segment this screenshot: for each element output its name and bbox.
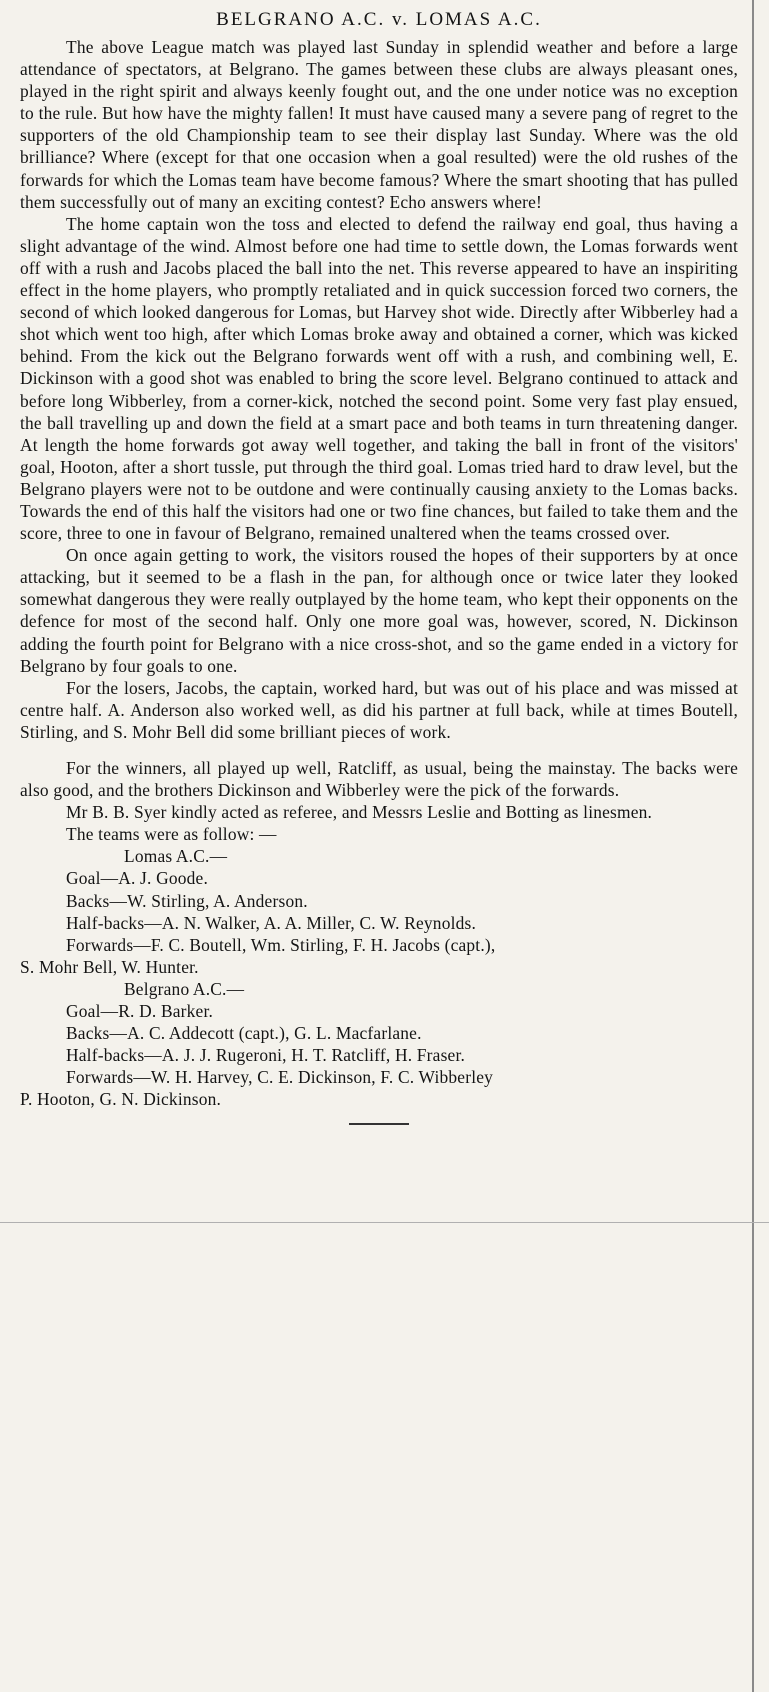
belgrano-half-backs: Half-backs—A. J. J. Rugeroni, H. T. Ratcliff, H. Fraser. — [66, 1045, 466, 1066]
belgrano-forwards-cont: P. Hooton, G. N. Dickinson. — [20, 1089, 222, 1110]
lomas-backs: Backs—W. Stirling, A. Anderson. — [66, 890, 308, 911]
paragraph-second-half: On once again getting to work, the visitors roused the hopes of their supporters by at once attacking, but it seemed to be a flash in the pan, for although once or twice later they looked somewhat dangerous they were really outplayed by the home team, who kept their opponents on the defence for most of the second half. Only one more goal was, however, scored, N. Dickinson adding the fourth point for Belgrano with a nice cross-shot, and so the game ended in a victory for Belgrano by four goals to one. — [20, 545, 738, 676]
clipping-seam — [0, 1222, 769, 1223]
paragraph-first-half: The home captain won the toss and elected to defend the railway end goal, thus having a slight advantage of the wind. Almost before one had time to settle down, the Lomas forwards went off with a rush and Jacobs placed the ball into the net. This reverse appeared to have an inspiriting effect in the home players, who promptly retaliated and in quick succession forced two corners, the second of which looked dangerous for Lomas, but Harvey shot wide. Directly after Wibberley had a shot which went too high, after which Lomas broke away and obtained a corner, which was kicked behind. From the kick out the Belgrano forwards went off with a rush, and combining well, E. Dickinson with a good shot was enabled to bring the score level. Belgrano continued to attack and before long Wibberley, from a corner-kick, notched the second point. Some very fast play ensued, the ball travelling up and down the field at a smart pace and both teams in turn threatening danger. At length the home forwards got away well together, and taking the ball in front of the visitors' goal, Hooton, after a short tussle, put through the third goal. Lomas tried hard to draw level, but the Belgrano players were not to be outdone and were continually causing anxiety to the Lomas backs. Towards the end of this half the visitors had one or two fine chances, but failed to take them and the score, three to one in favour of Belgrano, remained unaltered when the teams crossed over. — [20, 213, 738, 544]
paragraph-intro: The above League match was played last Sunday in splendid weather and before a large attendance of spectators, at Belgrano. The games between these clubs are always pleasant ones, played in the right spirit and always keenly fought out, and the one under notice was no exception to the rule. But how have the mighty fallen! It must have caused many a severe pang of regret to the supporters of the old Championship team to see their display last Sunday. Where was the old brilliance? Where (except for that one occasion when a goal resulted) were the old rushes of the forwards for which the Lomas team have become famous? Where the smart shooting that has pulled them successfully out of many an exciting contest? Echo answers where! — [20, 37, 738, 212]
belgrano-backs: Backs—A. C. Addecott (capt.), G. L. Macfarlane. — [66, 1023, 422, 1044]
lomas-forwards: Forwards—F. C. Boutell, Wm. Stirling, F. H. Jacobs (capt.), — [66, 934, 496, 955]
lomas-goal: Goal—A. J. Goode. — [66, 868, 209, 889]
teams-intro: The teams were as follow: — — [66, 824, 277, 845]
paragraph-officials: Mr B. B. Syer kindly acted as referee, and Messrs Leslie and Botting as linesmen. — [66, 802, 653, 823]
paragraph-losers: For the losers, Jacobs, the captain, worked hard, but was out of his place and was missed at centre half. A. Anderson also worked well, as did his partner at full back, while at times Boutell, Stirling, and S. Mohr Bell did some brilliant pieces of work. — [20, 677, 738, 742]
column-rule — [752, 0, 754, 1692]
article-title: BELGRANO A.C. v. LOMAS A.C. — [216, 9, 542, 30]
lomas-forwards-cont: S. Mohr Bell, W. Hunter. — [20, 956, 199, 977]
team-name-belgrano: Belgrano A.C.— — [124, 978, 245, 999]
end-rule — [349, 1123, 409, 1125]
lomas-half-backs: Half-backs—A. N. Walker, A. A. Miller, C. W. Reynolds. — [66, 912, 477, 933]
team-lineups — [20, 823, 738, 1110]
team-name-lomas: Lomas A.C.— — [124, 846, 228, 867]
paragraph-winners: For the winners, all played up well, Ratcliff, as usual, being the mainstay. The backs were also good, and the brothers Dickinson and Wibberley were the pick of the forwards. — [20, 758, 738, 801]
belgrano-forwards: Forwards—W. H. Harvey, C. E. Dickinson, F. C. Wibberley — [66, 1067, 494, 1088]
belgrano-goal: Goal—R. D. Barker. — [66, 1001, 214, 1022]
article-column — [20, 6, 738, 1125]
